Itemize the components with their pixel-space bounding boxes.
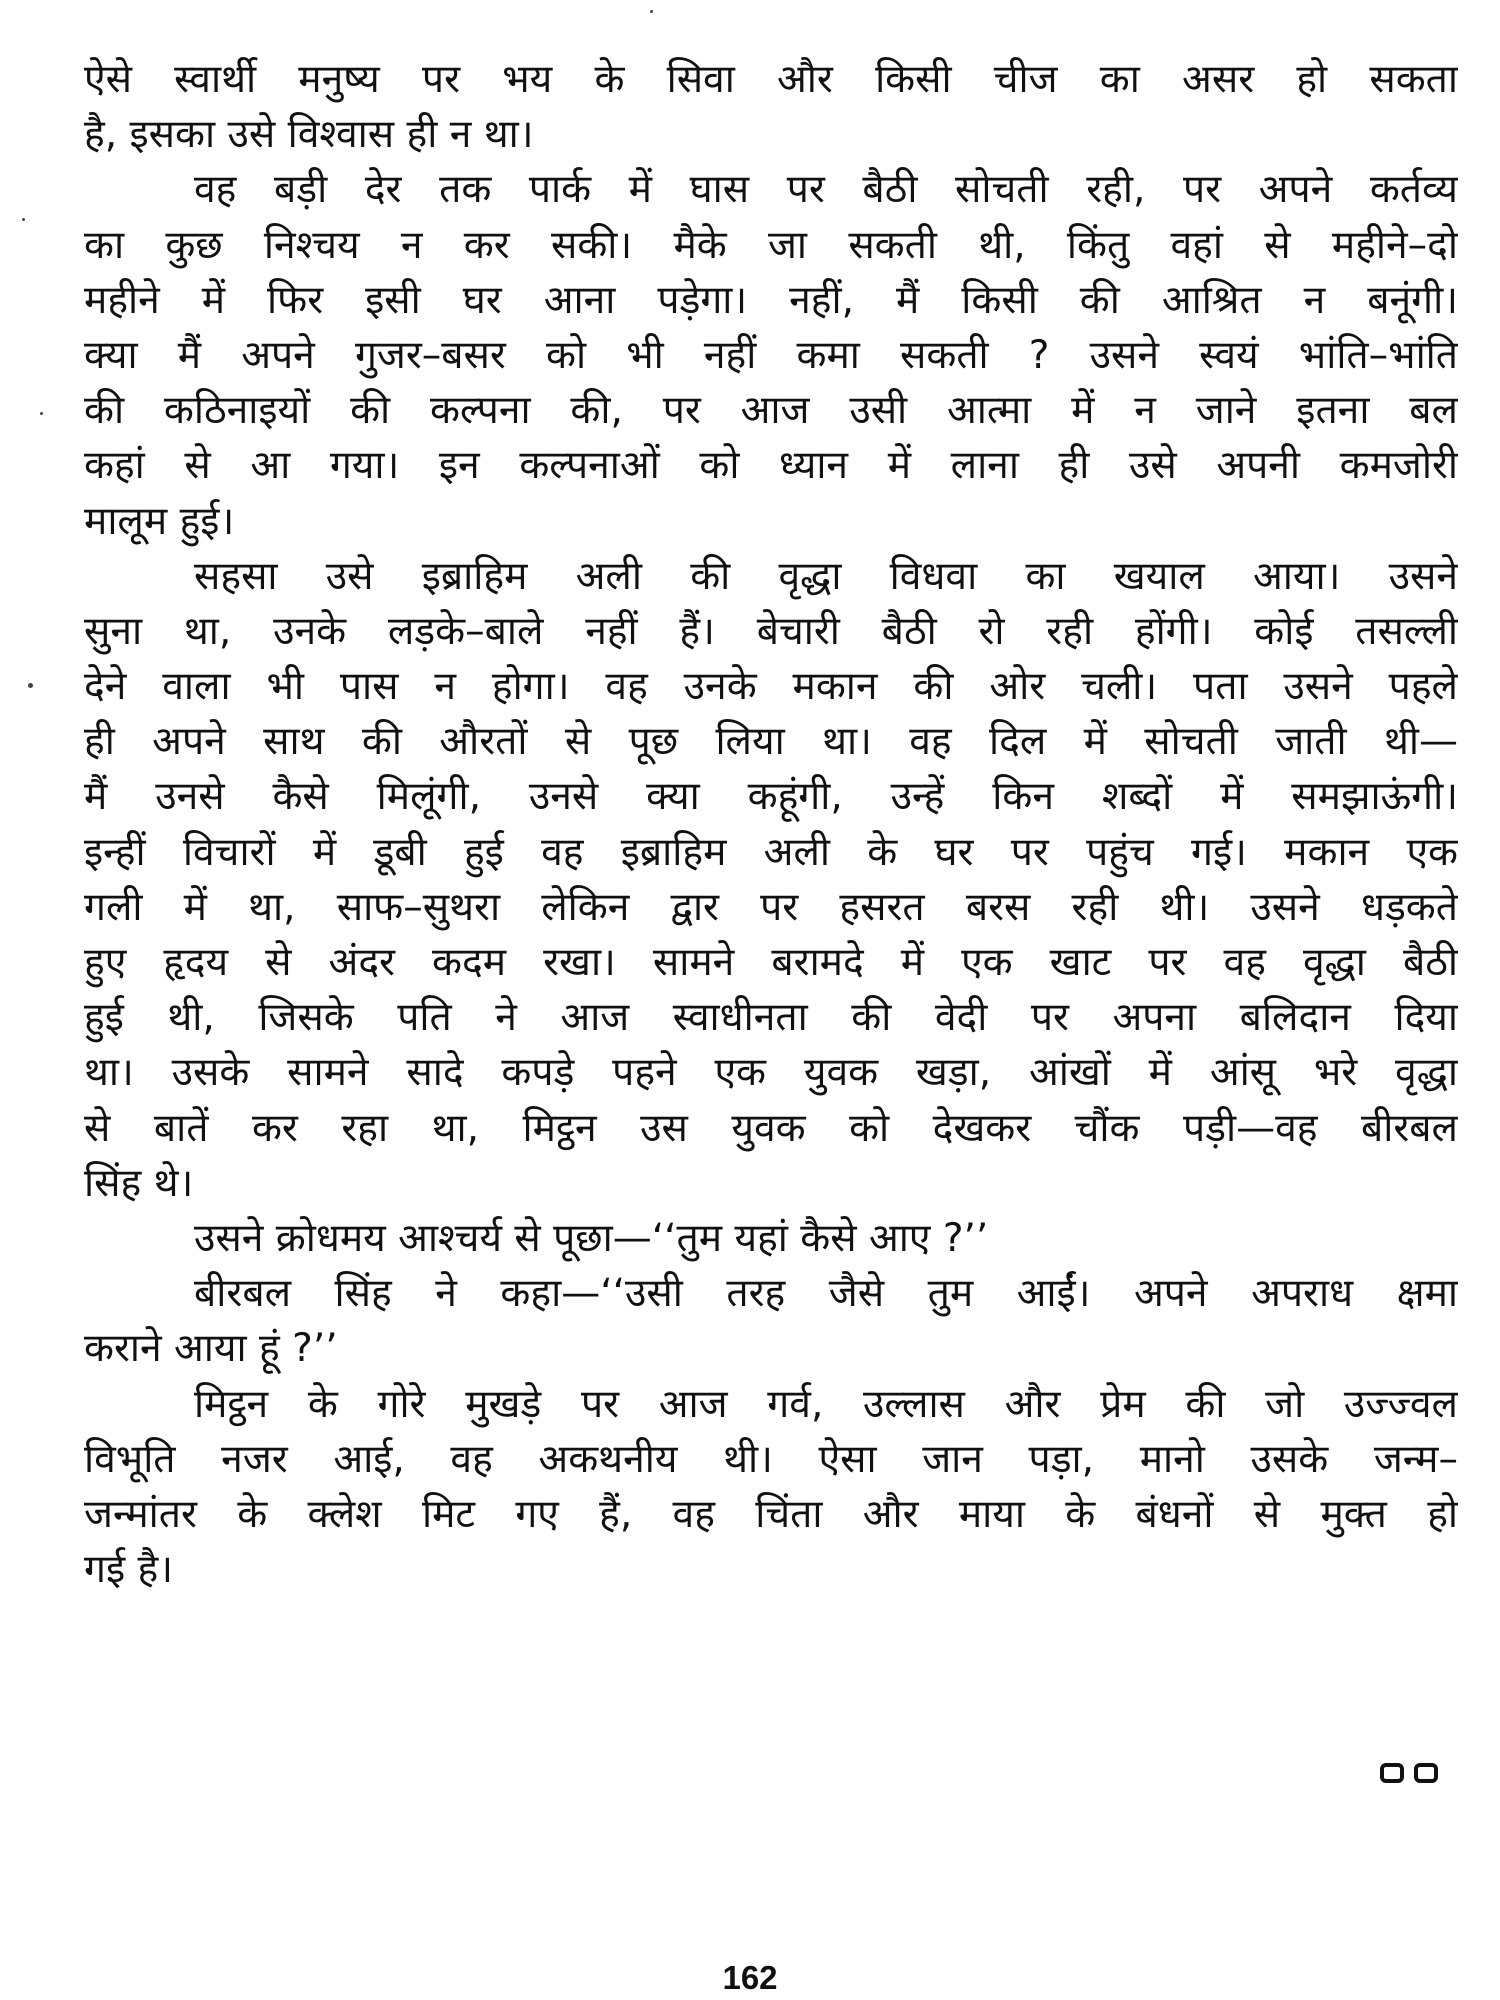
section-end-mark [1380, 1763, 1450, 1789]
text-line: कहां से आ गया। इन कल्पनाओं को ध्यान में लाना ही उसे अपनी कमजोरी [84, 443, 1458, 489]
scan-speck [22, 218, 25, 221]
text-line: गई है। [84, 1547, 173, 1593]
body-text [84, 52, 1458, 1597]
page-number: 162 [722, 1959, 778, 1996]
text-line: हुए हृदय से अंदर कदम रखा। सामने बरामदे में एक खाट पर वह वृद्धा बैठी [84, 940, 1458, 985]
text-line: महीने में फिर इसी घर आना पड़ेगा। नहीं, मैं किसी की आश्रित न बनूंगी। [84, 277, 1458, 323]
text-line: क्या मैं अपने गुजर–बसर को भी नहीं कमा सकती ? उसने स्वयं भांति–भांति [84, 332, 1458, 378]
text-line: ऐसे स्वार्थी मनुष्य पर भय के सिवा और किसी चीज का असर हो सकता [84, 57, 1458, 102]
text-line: हुई थी, जिसके पति ने आज स्वाधीनता की वेदी पर अपना बलिदान दिया [84, 995, 1458, 1041]
text-line: ही अपने साथ की औरतों से पूछ लिया था। वह दिल में सोचती जाती थी— [84, 719, 1458, 765]
end-square-icon [1380, 1763, 1404, 1783]
text-line: मैं उनसे कैसे मिलूंगी, उनसे क्या कहूंगी, उन्हें किन शब्दों में समझाऊंगी। [84, 774, 1458, 820]
text-line: सहसा उसे इब्राहिम अली की वृद्धा विधवा का खयाल आया। उसने [194, 553, 1458, 599]
end-square-icon [1414, 1763, 1438, 1783]
text-line: विभूति नजर आई, वह अकथनीय थी। ऐसा जान पड़ा, मानो उसके जन्म– [84, 1436, 1458, 1482]
text-line: मिट्ठन के गोरे मुखड़े पर आज गर्व, उल्लास और प्रेम की जो उज्ज्वल [194, 1381, 1458, 1427]
text-line: जन्मांतर के क्लेश मिट गए हैं, वह चिंता और माया के बंधनों से मुक्त हो [84, 1491, 1458, 1537]
text-line: वह बड़ी देर तक पार्क में घास पर बैठी सोचती रही, पर अपने कर्तव्य [194, 167, 1458, 213]
scan-speck [40, 412, 43, 415]
text-line: मालूम हुई। [84, 498, 235, 544]
text-line: की कठिनाइयों की कल्पना की, पर आज उसी आत्मा में न जाने इतना बल [84, 388, 1458, 434]
text-line: गली में था, साफ–सुथरा लेकिन द्वार पर हसरत बरस रही थी। उसने धड़कते [84, 884, 1458, 930]
text-line: कराने आया हूं ?’’ [84, 1326, 338, 1372]
text-line: इन्हीं विचारों में डूबी हुई वह इब्राहिम अली के घर पर पहुंच गई। मकान एक [84, 829, 1458, 875]
text-line: सिंह थे। [84, 1160, 194, 1206]
text-line: उसने क्रोधमय आश्चर्य से पूछा—‘‘तुम यहां कैसे आए ?’’ [194, 1215, 989, 1261]
scan-speck [28, 683, 33, 688]
scan-speck [650, 10, 653, 13]
text-line: से बातें कर रहा था, मिट्ठन उस युवक को देखकर चौंक पड़ी—वह बीरबल [84, 1105, 1458, 1151]
text-line: सुना था, उनके लड़के–बाले नहीं हैं। बेचारी बैठी रो रही होंगी। कोई तसल्ली [84, 608, 1458, 654]
text-line: का कुछ निश्चय न कर सकी। मैके जा सकती थी, किंतु वहां से महीने–दो [84, 222, 1458, 268]
text-line: देने वाला भी पास न होगा। वह उनके मकान की ओर चली। पता उसने पहले [84, 664, 1458, 710]
text-line: था। उसके सामने सादे कपड़े पहने एक युवक खड़ा, आंखों में आंसू भरे वृद्धा [84, 1050, 1458, 1096]
text-line: है, इसका उसे विश्वास ही न था। [84, 112, 534, 158]
text-line: बीरबल सिंह ने कहा—‘‘उसी तरह जैसे तुम आईं। अपने अपराध क्षमा [194, 1271, 1458, 1317]
